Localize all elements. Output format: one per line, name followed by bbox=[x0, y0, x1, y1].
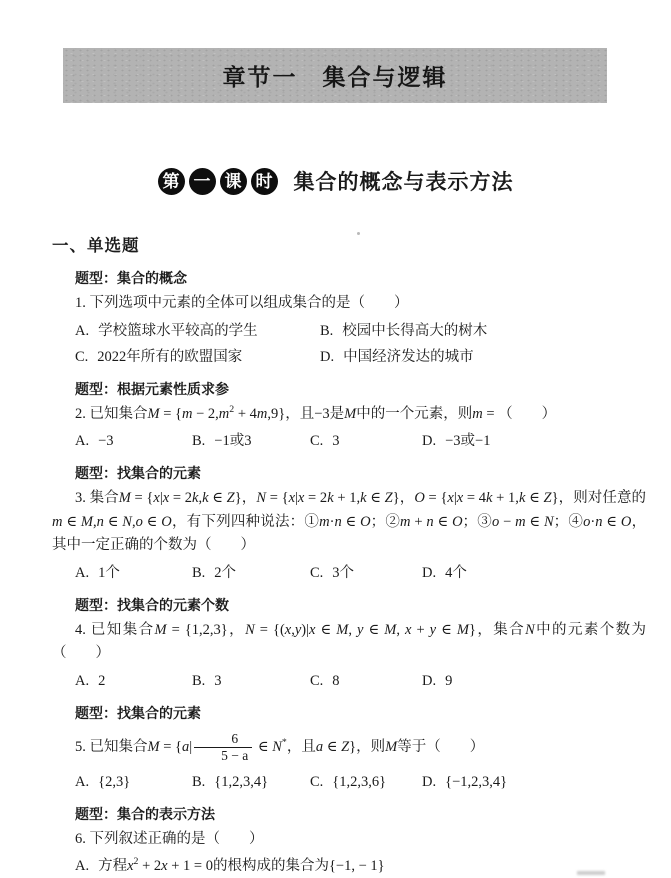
question-type-label: 题型：找集合的元素 bbox=[75, 465, 201, 481]
option-text: 2022年所有的欧盟国家 bbox=[97, 348, 243, 365]
option-label: A. bbox=[75, 322, 90, 339]
option-a bbox=[75, 432, 192, 451]
option-text: 8 bbox=[332, 672, 340, 689]
options-grid bbox=[75, 773, 646, 792]
option-b bbox=[192, 672, 310, 691]
option-text: −3 bbox=[98, 433, 114, 449]
badge-char: 一 bbox=[189, 168, 216, 195]
content-column bbox=[52, 237, 646, 878]
option-label: C. bbox=[310, 564, 324, 581]
option-text: 3 bbox=[214, 672, 222, 689]
option-text: {1,2,3,4} bbox=[214, 773, 269, 790]
option-label: B. bbox=[192, 564, 206, 581]
question-block-1 bbox=[52, 269, 646, 367]
option-text: 方程$x^2 + 2x + 1 = 0$的根构成的集合为{−1, − 1} bbox=[98, 856, 385, 874]
option-label: D. bbox=[422, 564, 437, 581]
question-stem: 5. 已知集合M = {a| $\frac{6}{5 - a}$ ∈ N*，且a ∈ Z}，则M等于（ ） bbox=[75, 731, 485, 763]
scan-smudge-artifact bbox=[577, 871, 605, 875]
option-label: B. bbox=[192, 433, 206, 449]
option-c bbox=[310, 672, 422, 691]
question-type-label: 题型：找集合的元素个数 bbox=[75, 596, 229, 613]
question-stem: 2. 已知集合$M = \{m - 2,m^2 + 4m,9\}$，且−3是M中的一个元素，则m = （ ） bbox=[75, 403, 557, 422]
option-b bbox=[192, 564, 310, 583]
option-a bbox=[75, 857, 646, 876]
badge-char: 课 bbox=[220, 168, 247, 195]
badge-char: 第 bbox=[158, 168, 185, 195]
option-text: {−1,2,3,4} bbox=[445, 773, 508, 790]
option-d bbox=[320, 348, 646, 367]
option-label: C. bbox=[310, 672, 324, 689]
question-stem: 1. 下列选项中元素的全体可以组成集合的是（ ） bbox=[75, 295, 409, 311]
option-text: 校园中长得高大的树木 bbox=[342, 322, 488, 339]
chapter-banner bbox=[63, 48, 607, 103]
section-heading: 一、单选题 bbox=[52, 237, 140, 255]
option-a bbox=[75, 322, 320, 341]
option-label: D. bbox=[320, 348, 335, 365]
option-label: D. bbox=[422, 433, 437, 449]
option-label: C. bbox=[75, 348, 89, 365]
scan-speck-artifact bbox=[357, 232, 360, 235]
option-text: 中国经济发达的城市 bbox=[343, 348, 474, 365]
question-stem: 6. 下列叙述正确的是（ ） bbox=[75, 830, 264, 847]
option-b bbox=[192, 432, 310, 451]
option-label: D. bbox=[422, 672, 437, 689]
options-grid bbox=[75, 432, 646, 451]
option-label: A. bbox=[75, 433, 90, 449]
option-label: B. bbox=[192, 773, 206, 790]
option-label: C. bbox=[310, 773, 324, 790]
option-text: −3或−1 bbox=[445, 433, 491, 449]
option-c bbox=[310, 432, 422, 451]
option-text: 2个 bbox=[214, 564, 237, 581]
question-type-label: 题型：找集合的元素 bbox=[75, 704, 201, 721]
options-grid bbox=[75, 564, 646, 583]
option-text: 3个 bbox=[332, 564, 355, 581]
question-type-label: 题型：集合的表示方法 bbox=[75, 805, 215, 822]
option-text: 1个 bbox=[98, 564, 120, 581]
question-block-2 bbox=[52, 380, 646, 452]
option-label: A. bbox=[75, 564, 90, 581]
option-d bbox=[422, 773, 646, 792]
lesson-badge bbox=[158, 168, 278, 195]
question-type-label: 题型：集合的概念 bbox=[75, 270, 187, 286]
option-a bbox=[75, 564, 192, 583]
option-c bbox=[310, 773, 422, 792]
option-d bbox=[422, 672, 646, 691]
option-d bbox=[422, 564, 646, 583]
option-text: 学校篮球水平较高的学生 bbox=[98, 322, 258, 339]
options-grid bbox=[75, 857, 646, 876]
option-b bbox=[320, 322, 646, 341]
options-grid bbox=[75, 672, 646, 691]
question-block-6 bbox=[52, 805, 646, 877]
option-label: A. bbox=[75, 773, 90, 790]
lesson-title: 集合的概念与表示方法 bbox=[293, 170, 514, 194]
option-c bbox=[75, 348, 320, 367]
option-text: 4个 bbox=[445, 564, 467, 581]
question-stem: 4. 已知集合M = {1,2,3}，N = {(x,y)|x ∈ M, y ∈ M, x + y ∈ M}，集合N中的元素个数为（ ） bbox=[52, 621, 647, 661]
badge-char: 时 bbox=[251, 168, 278, 195]
option-text: −1或3 bbox=[214, 433, 252, 449]
question-block-4 bbox=[52, 596, 646, 691]
option-a bbox=[75, 672, 192, 691]
question-block-5 bbox=[52, 704, 646, 792]
option-text: 9 bbox=[445, 672, 453, 689]
option-label: D. bbox=[422, 773, 437, 790]
option-b bbox=[192, 773, 310, 792]
option-text: 3 bbox=[332, 433, 340, 449]
options-grid bbox=[75, 322, 646, 367]
lesson-title-row bbox=[0, 165, 671, 197]
option-a bbox=[75, 773, 192, 792]
option-label: B. bbox=[192, 672, 206, 689]
option-label: B. bbox=[320, 322, 334, 339]
question-stem: 3. 集合M = {x|x = 2k,k ∈ Z}，N = {x|x = 2k + 1,k ∈ Z}，O = {x|x = 4k + 1,k ∈ Z}，则对任意的m ∈ M,n ∈ N,o ∈ O，有下列四种说法：①m·n ∈ O；②m + n ∈ O；③o − m ∈ N；④o·n ∈ O，其中一定正确的个数为（ ） bbox=[52, 490, 647, 553]
option-label: C. bbox=[310, 433, 324, 449]
option-text: 2 bbox=[98, 672, 106, 689]
option-c bbox=[310, 564, 422, 583]
chapter-title: 章节一 集合与逻辑 bbox=[222, 64, 448, 90]
question-block-3 bbox=[52, 464, 646, 583]
question-type-label: 题型：根据元素性质求参 bbox=[75, 380, 229, 397]
option-label: A. bbox=[75, 858, 90, 874]
option-label: A. bbox=[75, 672, 90, 689]
option-d bbox=[422, 432, 646, 451]
option-text: {2,3} bbox=[98, 773, 131, 790]
option-text: {1,2,3,6} bbox=[332, 773, 387, 790]
